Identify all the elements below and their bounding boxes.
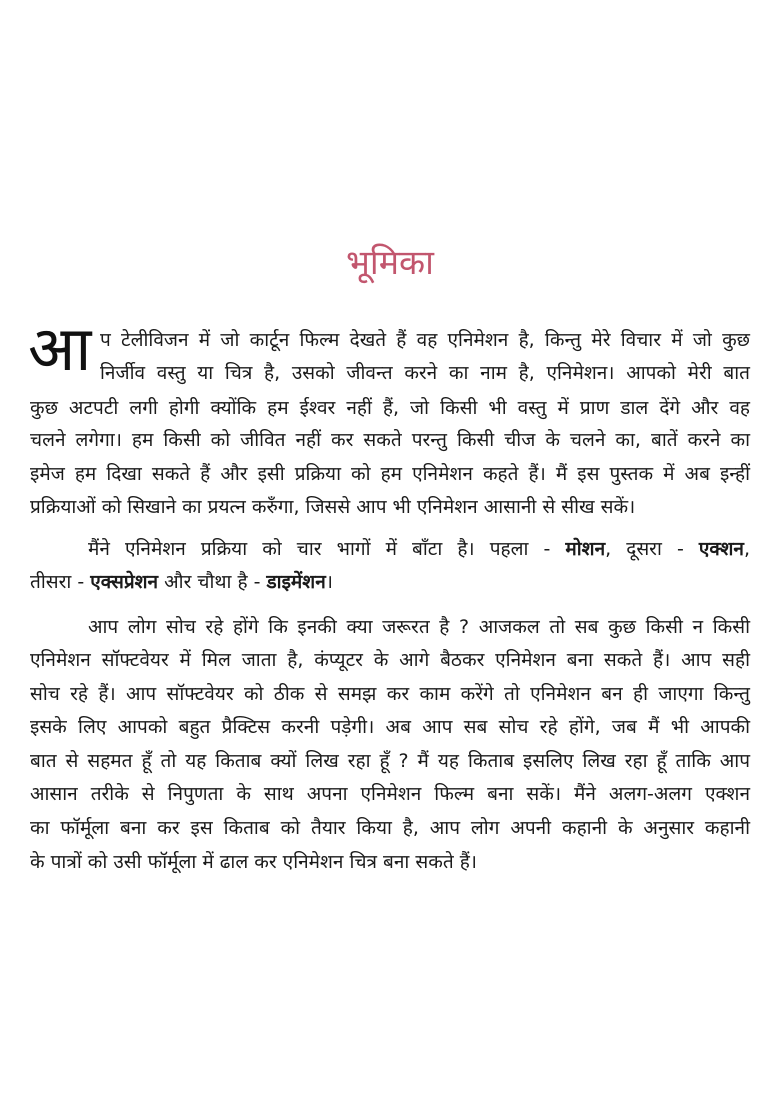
text-line: सोच रहे हैं। आप सॉफ्टवेयर को ठीक से समझ कर काम करेंगे तो एनिमेशन बन ही जाएगा किन्तु xyxy=(30,683,750,705)
text-line: चलने लगेगा। हम किसी को जीवित नहीं कर सकते परन्तु किसी चीज के चलने का, बातें करने का xyxy=(30,429,750,451)
text-span: और चौथा है - xyxy=(158,571,267,593)
text-span: , xyxy=(743,538,750,560)
text-span: तीसरा - xyxy=(30,571,91,593)
text-line: निर्जीव वस्तु या चित्र है, उसको जीवन्त करने का नाम है, एनिमेशन। आपको मेरी बात xyxy=(100,362,750,384)
text-line: इमेज हम दिखा सकते हैं और इसी प्रक्रिया को हम एनिमेशन कहते हैं। मैं इस पुस्तक में अब इन्हीं xyxy=(30,463,750,485)
term-dimension: डाइमेंशन xyxy=(266,571,326,593)
text-line: आसान तरीके से निपुणता के साथ अपना एनिमेशन फिल्म बना सकें। मैंने अलग-अलग एक्शन xyxy=(30,783,750,805)
text-line: प टेलीविजन में जो कार्टून फिल्म देखते हैं वह एनिमेशन है, किन्तु मेरे विचार में जो कुछ xyxy=(100,329,750,351)
text-line: एनिमेशन सॉफ्टवेयर में मिल जाता है, कंप्यूटर के आगे बैठकर एनिमेशन बना सकते हैं। आप सही xyxy=(30,649,750,671)
text-line xyxy=(88,537,750,561)
text-line: के पात्रों को उसी फॉर्मूला में ढाल कर एनिमेशन चित्र बना सकते हैं। xyxy=(30,851,477,873)
drop-cap: आ xyxy=(28,312,92,385)
text-span: । xyxy=(325,571,333,593)
term-action: एक्शन xyxy=(698,538,744,560)
text-line: इसके लिए आपको बहुत प्रैक्टिस करनी पड़ेगी। अब आप सब सोच रहे होंगे, जब मैं भी आपकी xyxy=(30,716,750,738)
text-line: प्रक्रियाओं को सिखाने का प्रयत्न करुँगा, जिससे आप भी एनिमेशन आसानी से सीख सकें। xyxy=(30,496,636,518)
text-line: आप लोग सोच रहे होंगे कि इनकी क्या जरूरत है ? आजकल तो सब कुछ किसी न किसी xyxy=(88,616,750,638)
text-line: कुछ अटपटी लगी होगी क्योंकि हम ईश्वर नहीं हैं, जो किसी भी वस्तु में प्राण डाल देंगे और वह xyxy=(30,397,750,419)
text-line xyxy=(30,570,750,594)
text-line: का फॉर्मूला बना कर इस किताब को तैयार किया है, आप लोग अपनी कहानी के अनुसार कहानी xyxy=(30,817,750,839)
text-span: , दूसरा - xyxy=(605,538,699,560)
term-expression: एक्सप्रेशन xyxy=(90,571,159,593)
text-line: बात से सहमत हूँ तो यह किताब क्यों लिख रहा हूँ ? मैं यह किताब इसलिए लिख रहा हूँ ताकि आप xyxy=(30,750,750,772)
term-motion: मोशन xyxy=(565,538,606,560)
page-title: भूमिका xyxy=(346,243,434,283)
text-span: मैंने एनिमेशन प्रक्रिया को चार भागों में बाँटा है। पहला - xyxy=(88,538,566,560)
